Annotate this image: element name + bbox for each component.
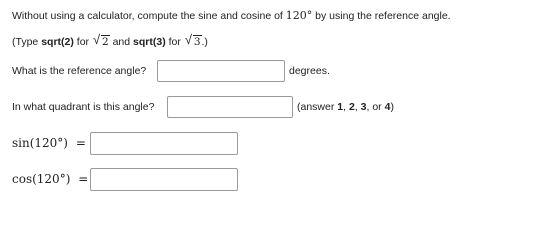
degrees-unit: degrees.	[289, 65, 330, 77]
sin-field[interactable]	[90, 132, 238, 155]
cos-label	[12, 172, 88, 186]
sin-input[interactable]	[91, 133, 237, 154]
sqrt3-symbol: √ 3	[184, 32, 201, 48]
instruction-text: Without using a calculator, compute the sine and cosine of	[12, 10, 283, 22]
or-word: or	[372, 101, 382, 113]
sqrt3-code: sqrt(3)	[133, 36, 166, 48]
for-word: for	[76, 36, 90, 48]
cos-equals: =	[78, 172, 89, 186]
sqrt2-symbol: √ 2	[92, 32, 109, 48]
quadrant-option-1: 1	[337, 101, 344, 113]
angle-value: 120°	[285, 9, 313, 22]
quadrant-option-4: 4	[384, 101, 391, 113]
quadrant-label: In what quadrant is this angle?	[12, 101, 155, 113]
instruction-text-end: by using the reference angle.	[315, 10, 451, 22]
quadrant-field[interactable]	[167, 96, 293, 118]
cos-field[interactable]	[90, 168, 238, 191]
instruction-line	[12, 9, 451, 22]
quadrant-hint-close: )	[390, 101, 394, 113]
sin-equals: =	[75, 136, 86, 150]
quadrant-hint: (answer 1, 2, 3, or 4)	[297, 101, 394, 113]
for-word-2: for	[168, 36, 181, 48]
type-hint-close: .)	[201, 36, 208, 48]
reference-angle-label: What is the reference angle?	[12, 65, 147, 77]
sin-label	[12, 136, 86, 150]
and-word: and	[112, 36, 131, 48]
quadrant-option-3: 3	[360, 101, 367, 113]
type-hint-open: (Type	[12, 36, 39, 48]
reference-angle-input[interactable]	[158, 61, 284, 81]
type-hint	[12, 32, 208, 48]
cos-expression: cos(120°)	[12, 172, 71, 186]
quadrant-input[interactable]	[168, 97, 292, 117]
cos-input[interactable]	[91, 169, 237, 190]
sin-expression: sin(120°)	[12, 136, 68, 150]
quadrant-option-2: 2	[348, 101, 355, 113]
reference-angle-field[interactable]	[157, 60, 285, 82]
sqrt2-code: sqrt(2)	[41, 36, 74, 48]
quadrant-hint-open: (answer	[297, 101, 335, 113]
